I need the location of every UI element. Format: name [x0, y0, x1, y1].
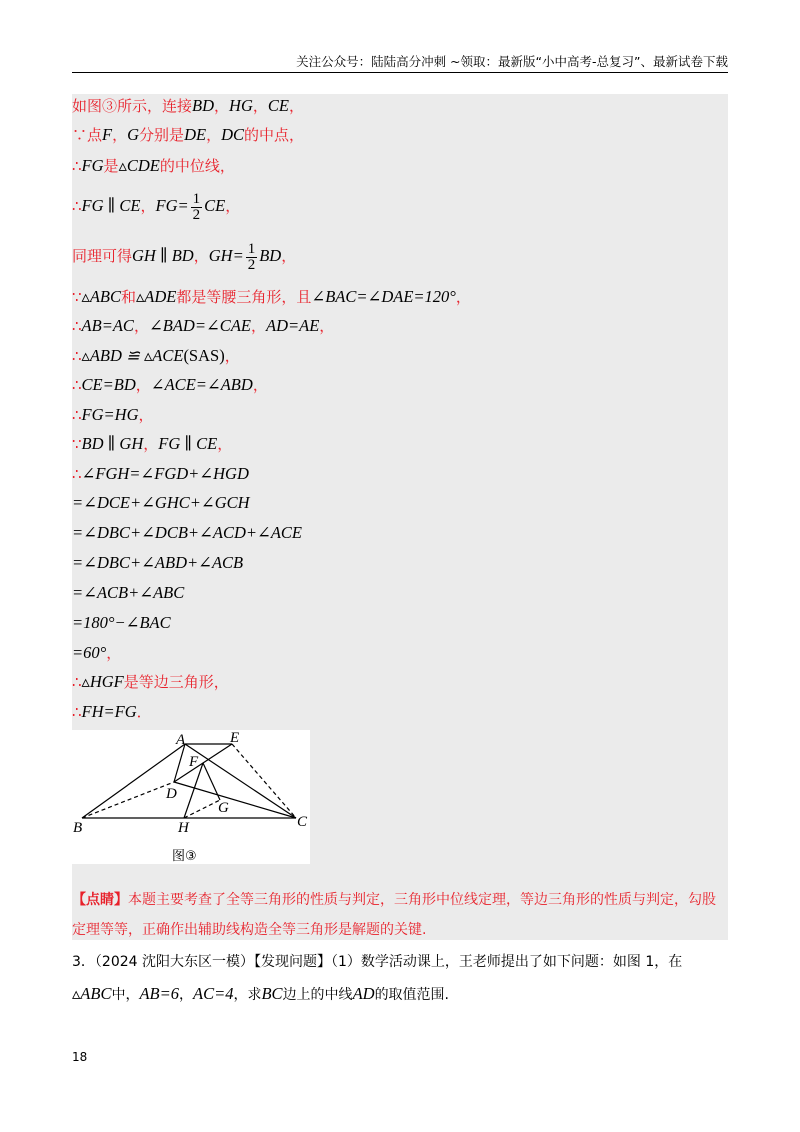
math: GH=	[208, 246, 244, 265]
math: ▵ABD ≌ ▵ACE	[81, 346, 184, 365]
text: ，	[214, 97, 230, 115]
text: ，	[455, 288, 471, 306]
math: HG	[229, 96, 253, 115]
solution-line-4	[72, 186, 240, 226]
math: =∠DCE+∠GHC+∠GCH	[72, 493, 250, 512]
segment-fh	[184, 763, 203, 818]
label-d: D	[166, 786, 177, 802]
text: ，	[106, 644, 122, 662]
text: ，	[252, 97, 268, 115]
text: ，	[217, 435, 233, 453]
segment-fg	[203, 763, 220, 800]
math: FG=HG	[81, 405, 139, 424]
text: 是等边三角形，	[123, 673, 229, 691]
solution-line-5	[72, 236, 296, 276]
math: ∠FGH=∠FGD+∠HGD	[81, 464, 249, 483]
label-h: H	[178, 820, 189, 836]
math: AB=6	[139, 984, 179, 1003]
solution-line-18	[72, 641, 121, 665]
fraction	[191, 192, 203, 223]
text: ，	[319, 317, 335, 335]
label-c: C	[297, 814, 308, 830]
solution-line-19	[72, 670, 229, 694]
text: ∵点	[72, 126, 103, 144]
label-e: E	[230, 730, 240, 746]
math: ▵CDE	[118, 156, 160, 175]
text: ，	[281, 247, 297, 265]
math: =∠DBC+∠DCB+∠ACD+∠ACE	[72, 523, 303, 542]
page-header	[72, 52, 728, 73]
math: FG ∥ CE	[81, 196, 141, 215]
page-number: 18	[72, 1050, 88, 1064]
text: ．	[136, 703, 152, 721]
text: ∴	[72, 317, 82, 335]
math: =180°−∠BAC	[72, 613, 171, 632]
text: 都是等腰三角形，且	[176, 288, 312, 306]
text: ，求	[233, 987, 262, 1003]
math: DE	[184, 125, 207, 144]
math: AC=4	[193, 984, 234, 1003]
text: 的中位线，	[159, 157, 235, 175]
text: ∵	[72, 435, 82, 453]
segment-dc	[174, 782, 296, 818]
comment-line-1	[72, 888, 728, 912]
math: CE	[267, 96, 289, 115]
segment-ab	[82, 744, 185, 818]
math: BC	[261, 984, 283, 1003]
segment-ce	[232, 744, 296, 818]
math: G	[127, 125, 140, 144]
question-line-1	[72, 950, 682, 974]
math: ∠BAD=∠CAE	[148, 316, 251, 335]
math: BD ∥ GH	[81, 434, 144, 453]
text: ，	[288, 97, 304, 115]
text: ∴	[72, 465, 82, 483]
text: ∴	[72, 157, 82, 175]
text: ∵	[72, 288, 82, 306]
text: ，	[193, 247, 209, 265]
text: ，	[225, 197, 241, 215]
text: ，	[252, 376, 268, 394]
solution-line-8	[72, 344, 240, 368]
comment-text-2: 定理等等，正确作出辅助线构造全等三角形是解题的关键.	[72, 922, 427, 938]
math: FH=FG	[81, 702, 137, 721]
text: 和	[121, 288, 137, 306]
solution-line-3	[72, 154, 235, 178]
math: ▵HGF	[81, 672, 124, 691]
math: CE	[204, 196, 226, 215]
solution-line-9	[72, 373, 268, 397]
comment-tag: 【点睛】	[72, 892, 128, 908]
text: ∴	[72, 347, 82, 365]
text: ∴	[72, 406, 82, 424]
solution-line-2	[72, 123, 304, 147]
segment-ac	[185, 744, 296, 818]
solution-line-20	[72, 700, 152, 724]
math: FG ∥ CE	[158, 434, 218, 453]
text: ，	[135, 376, 151, 394]
solution-line-17	[72, 611, 171, 635]
math: DC	[221, 125, 244, 144]
text: 中，	[111, 987, 140, 1003]
math: ▵ABC	[72, 984, 112, 1003]
solution-line-7	[72, 314, 334, 338]
comment-text-1: 本题主要考查了全等三角形的性质与判定，三角形中位线定理，等边三角形的性质与判定，勾股	[128, 892, 716, 908]
text: ，	[224, 347, 240, 365]
question-text: 3．（2024 沈阳大东区一模）【发现问题】（1）数学活动课上，王老师提出了如下问题：如图 1，在	[72, 954, 683, 970]
solution-line-15	[72, 551, 243, 575]
solution-line-6	[72, 285, 471, 309]
math: ∠ACE=∠ABD	[150, 375, 253, 394]
text: ，	[179, 987, 193, 1003]
math: F	[102, 125, 113, 144]
math: AD=AE	[266, 316, 320, 335]
label-g: G	[218, 800, 229, 816]
math: ▵ADE	[136, 287, 177, 306]
text: 边上的中线	[282, 987, 353, 1003]
solution-line-11	[72, 432, 232, 456]
text: ，	[133, 317, 149, 335]
segment-bd	[82, 782, 174, 818]
math: AB=AC	[81, 316, 134, 335]
math: AD	[352, 984, 375, 1003]
math: BD	[259, 246, 282, 265]
numerator: 1	[247, 240, 256, 257]
text: ，	[112, 126, 128, 144]
text: ，	[206, 126, 222, 144]
text: 同理可得	[72, 247, 133, 265]
math: FG=	[155, 196, 189, 215]
solution-line-13	[72, 491, 250, 515]
math: ▵ABC	[81, 287, 121, 306]
solution-line-12	[72, 462, 249, 486]
label-a: A	[176, 732, 186, 748]
text: ∴	[72, 376, 82, 394]
text: 如图③所示，连接	[72, 97, 193, 115]
text: 的取值范围.	[374, 987, 450, 1003]
math: =∠DBC+∠ABD+∠ACB	[72, 553, 244, 572]
math: BD	[192, 96, 215, 115]
math: (SAS)	[183, 346, 225, 365]
label-b: B	[73, 820, 83, 836]
header-text: 关注公众号：陆陆高分冲刺 ~领取：最新版“小中高考-总复习”、最新试卷下载	[296, 54, 728, 69]
text: ∴	[72, 673, 82, 691]
math: FG	[81, 156, 104, 175]
math: GH ∥ BD	[132, 246, 194, 265]
question-line-2	[72, 982, 449, 1007]
text: ，	[143, 435, 159, 453]
solution-line-1	[72, 94, 304, 118]
math: =∠ACB+∠ABC	[72, 583, 185, 602]
text: ，	[138, 406, 154, 424]
text: 是	[103, 157, 119, 175]
text: 的中点，	[244, 126, 305, 144]
comment-line-2	[72, 918, 728, 942]
figure-svg	[72, 730, 310, 864]
numerator: 1	[192, 190, 201, 207]
math: CE=BD	[81, 375, 136, 394]
text: ，	[140, 197, 156, 215]
geometry-figure	[72, 730, 310, 864]
figure-caption: 图③	[172, 849, 197, 864]
text: 分别是	[139, 126, 185, 144]
fraction	[246, 242, 258, 273]
solution-line-16	[72, 581, 184, 605]
denominator: 2	[192, 206, 201, 223]
text: ∴	[72, 197, 82, 215]
solution-line-14	[72, 521, 302, 545]
math: ∠BAC=∠DAE=120°	[311, 287, 456, 306]
denominator: 2	[247, 256, 256, 273]
solution-line-10	[72, 403, 154, 427]
math: =60°	[72, 643, 107, 662]
text: ，	[250, 317, 266, 335]
text: ∴	[72, 703, 82, 721]
label-f: F	[189, 754, 199, 770]
